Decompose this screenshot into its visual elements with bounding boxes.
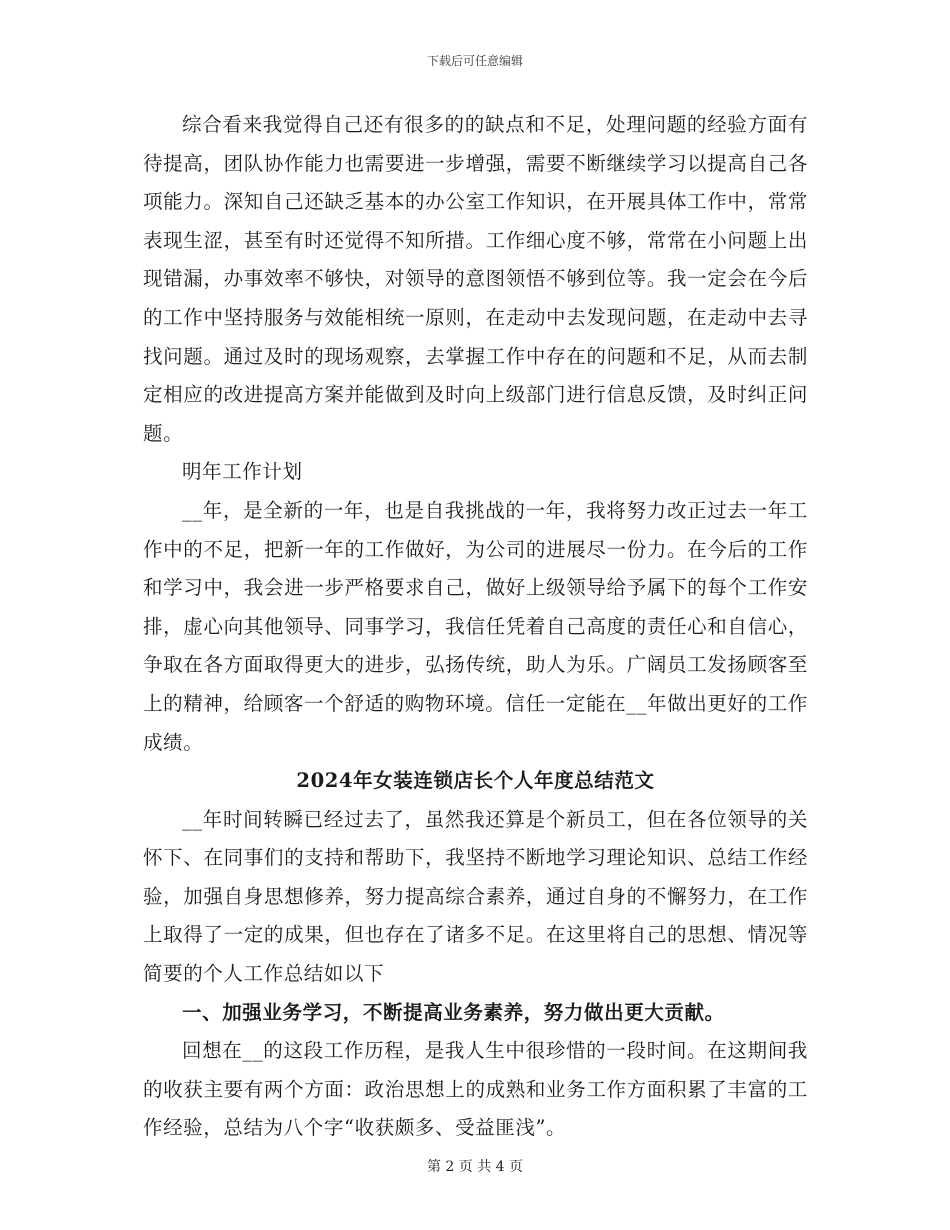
paragraph-summary-shortcomings: 综合看来我觉得自己还有很多的的缺点和不足，处理问题的经验方面有待提高，团队协作能力也需要进一步增强，需要不断继续学习以提高自己各项能力。深知自己还缺乏基本的办公室工作知识，在开展具体工作中，常常表现生涩，甚至有时还觉得不知所措。工作细心度不够，常常在小问题上出现错漏，办事效率不够快，对领导的意图领悟不够到位等。我一定会在今后的工作中坚持服务与效能相统一原则，在走动中去发现问题，在走动中去寻找问题。通过及时的现场观察，去掌握工作中存在的问题和不足，从而去制定相应的改进提高方案并能做到及时向上级部门进行信息反馈，及时纠正问题。 bbox=[143, 113, 808, 445]
document-body bbox=[143, 106, 808, 1148]
page-header: 下载后可任意编辑 bbox=[426, 54, 523, 68]
paragraph-reflection: 回想在__的这段工作历程，是我人生中很珍惜的一段时间。在这期间我的收获主要有两个方面：政治思想上的成熟和业务工作方面积累了丰富的工作经验，总结为八个字“收获颇多、受益匪浅”。 bbox=[143, 1039, 808, 1140]
paragraph-intro: __年时间转瞬已经过去了，虽然我还算是个新员工，但在各位领导的关怀下、在同事们的支持和帮助下，我坚持不断地学习理论知识、总结工作经验，加强自身思想修养，努力提高综合素养，通过自身的不懈努力，在工作上取得了一定的成果，但也存在了诸多不足。在这里将自己的思想、情况等简要的个人工作总结如以下 bbox=[143, 807, 808, 986]
page-footer: 第 2 页 共 4 页 bbox=[426, 1159, 524, 1175]
article-title: 2024年女装连锁店长个人年度总结范文 bbox=[296, 769, 655, 793]
paragraph-next-year-plan: __年，是全新的一年，也是自我挑战的一年，我将努力改正过去一年工作中的不足，把新一年的工作做好，为公司的进展尽一份力。在今后的工作和学习中，我会进一步严格要求自己，做好上级领导给予属下的每个工作安排，虚心向其他领导、同事学习，我信任凭着自己高度的责任心和自信心，争取在各方面取得更大的进步，弘扬传统，助人为乐。广阔员工发扬顾客至上的精神，给顾客一个舒适的购物环境。信任一定能在__年做出更好的工作成绩。 bbox=[143, 498, 808, 754]
paragraph-plan-heading: 明年工作计划 bbox=[182, 460, 303, 484]
section-heading-1: 一、加强业务学习，不断提高业务素养，努力做出更大贡献。 bbox=[182, 1000, 725, 1024]
